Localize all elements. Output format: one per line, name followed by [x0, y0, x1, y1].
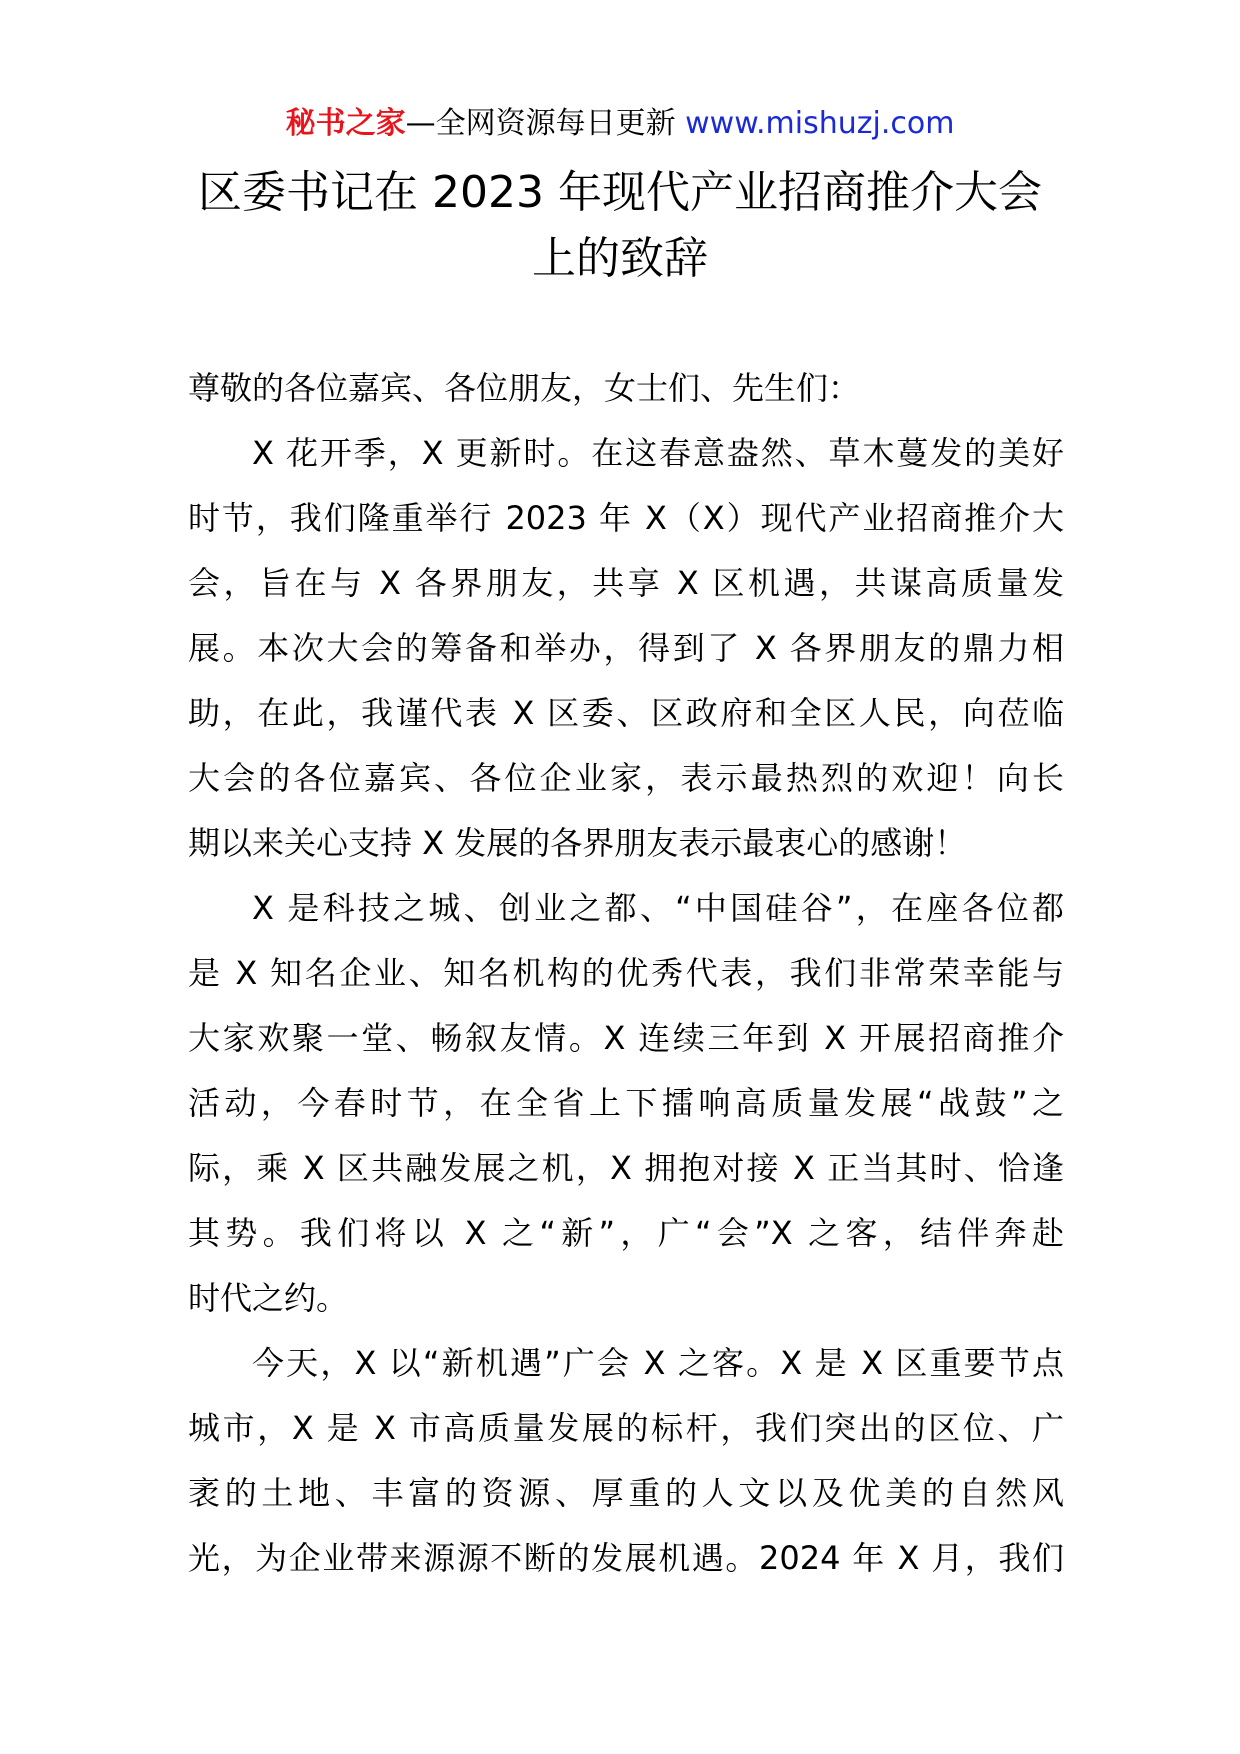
paragraph-line: 是 X 知名企业、知名机构的优秀代表，我们非常荣幸能与	[188, 954, 1064, 992]
paragraph-2	[188, 876, 1064, 1331]
paragraph-line: 其势。我们将以 X 之“新”，广“会”X 之客，结伴奔赴	[188, 1214, 1064, 1252]
brand-name: 秘书之家	[285, 106, 406, 141]
paragraph-line: 助，在此，我谨代表 X 区委、区政府和全区人民，向莅临	[188, 694, 1064, 732]
paragraph-line: 时节，我们隆重举行 2023 年 X（X）现代产业招商推介大	[188, 499, 1064, 537]
paragraph-line: X 是科技之城、创业之都、“中国硅谷”，在座各位都	[252, 889, 1064, 927]
paragraph-1	[188, 421, 1064, 876]
header-tagline: —全网资源每日更新	[405, 106, 686, 141]
document-body	[188, 356, 1064, 1591]
paragraph-line: 大会的各位嘉宾、各位企业家，表示最热烈的欢迎！向长	[188, 759, 1064, 797]
paragraph-line: 期以来关心支持 X 发展的各界朋友表示最衷心的感谢！	[188, 824, 967, 862]
site-url-link[interactable]: www.mishuzj.com	[685, 106, 955, 141]
paragraph-line: 大家欢聚一堂、畅叙友情。X 连续三年到 X 开展招商推介	[188, 1019, 1064, 1057]
document-title-line-1: 区委书记在 2023 年现代产业招商推介大会	[198, 167, 1042, 218]
salutation: 尊敬的各位嘉宾、各位朋友，女士们、先生们：	[188, 369, 861, 407]
paragraph-line: 际，乘 X 区共融发展之机，X 拥抱对接 X 正当其时、恰逢	[188, 1149, 1064, 1187]
paragraph-line: 袤的土地、丰富的资源、厚重的人文以及优美的自然风	[188, 1474, 1064, 1512]
paragraph-line: X 花开季，X 更新时。在这春意盎然、草木蔓发的美好	[252, 434, 1064, 472]
paragraph-line: 展。本次大会的筹备和举办，得到了 X 各界朋友的鼎力相	[188, 629, 1064, 667]
document-title-line-2: 上的致辞	[532, 233, 708, 284]
paragraph-line: 光，为企业带来源源不断的发展机遇。2024 年 X 月，我们	[188, 1539, 1064, 1577]
paragraph-3	[188, 1331, 1064, 1591]
paragraph-line: 活动，今春时节，在全省上下擂响高质量发展“战鼓”之	[188, 1084, 1064, 1122]
site-header	[0, 102, 1240, 146]
paragraph-line: 会，旨在与 X 各界朋友，共享 X 区机遇，共谋高质量发	[188, 564, 1064, 602]
paragraph-line: 今天，X 以“新机遇”广会 X 之客。X 是 X 区重要节点	[252, 1344, 1064, 1382]
paragraph-line: 城市，X 是 X 市高质量发展的标杆，我们突出的区位、广	[188, 1409, 1064, 1447]
document-title	[150, 160, 1090, 292]
paragraph-line: 时代之约。	[188, 1279, 349, 1317]
